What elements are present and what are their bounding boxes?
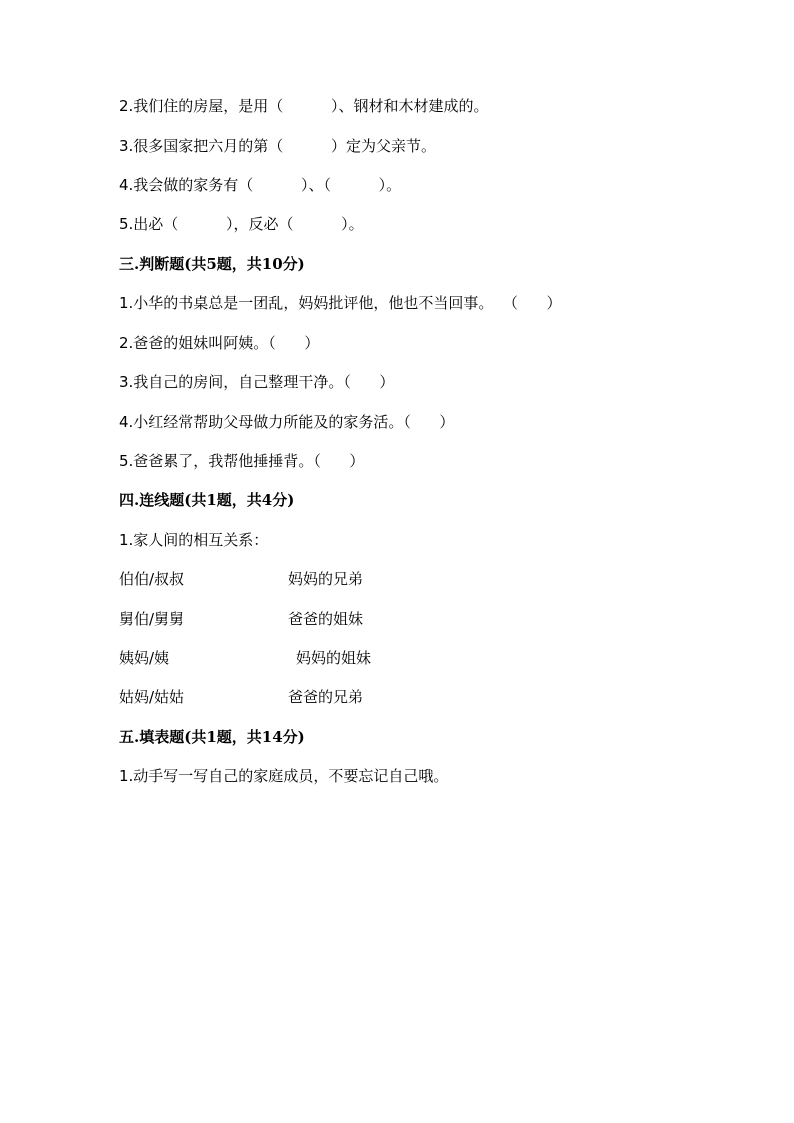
fill-blank-item-2: 2.我们住的房屋，是用（ ）、钢材和木材建成的。 xyxy=(119,97,489,115)
matching-right-2: 爸爸的姐妹 xyxy=(288,610,364,628)
fill-blank-item-4: 4.我会做的家务有（ ）、（ ）。 xyxy=(119,176,402,194)
matching-question: 1.家人间的相互关系： xyxy=(119,531,269,549)
matching-heading: 四.连线题(共1题，共4分) xyxy=(119,491,295,509)
matching-left-4: 姑妈/姑姑 xyxy=(119,688,185,706)
true-false-item-5: 5.爸爸累了，我帮他捶捶背。（ ） xyxy=(119,452,365,470)
table-fill-question: 1.动手写一写自己的家庭成员，不要忘记自己哦。 xyxy=(119,767,449,785)
true-false-item-2: 2.爸爸的姐妹叫阿姨。（ ） xyxy=(119,334,320,352)
matching-right-1: 妈妈的兄弟 xyxy=(288,570,364,588)
matching-left-2: 舅伯/舅舅 xyxy=(119,610,185,628)
fill-blank-item-5: 5.出必（ ），反必（ ）。 xyxy=(119,215,364,233)
true-false-item-4: 4.小红经常帮助父母做力所能及的家务活。（ ） xyxy=(119,413,455,431)
matching-left-1: 伯伯/叔叔 xyxy=(119,570,185,588)
true-false-item-1: 1.小华的书桌总是一团乱，妈妈批评他，他也不当回事。 （ ） xyxy=(119,294,562,312)
true-false-item-3: 3.我自己的房间，自己整理干净。（ ） xyxy=(119,373,395,391)
matching-left-3: 姨妈/姨 xyxy=(119,649,170,667)
matching-right-3: 妈妈的姐妹 xyxy=(296,649,372,667)
table-fill-heading: 五.填表题(共1题，共14分) xyxy=(119,728,305,746)
fill-blank-item-3: 3.很多国家把六月的第（ ）定为父亲节。 xyxy=(119,137,436,155)
true-false-heading: 三.判断题(共5题，共10分) xyxy=(119,255,305,273)
matching-right-4: 爸爸的兄弟 xyxy=(288,688,364,706)
